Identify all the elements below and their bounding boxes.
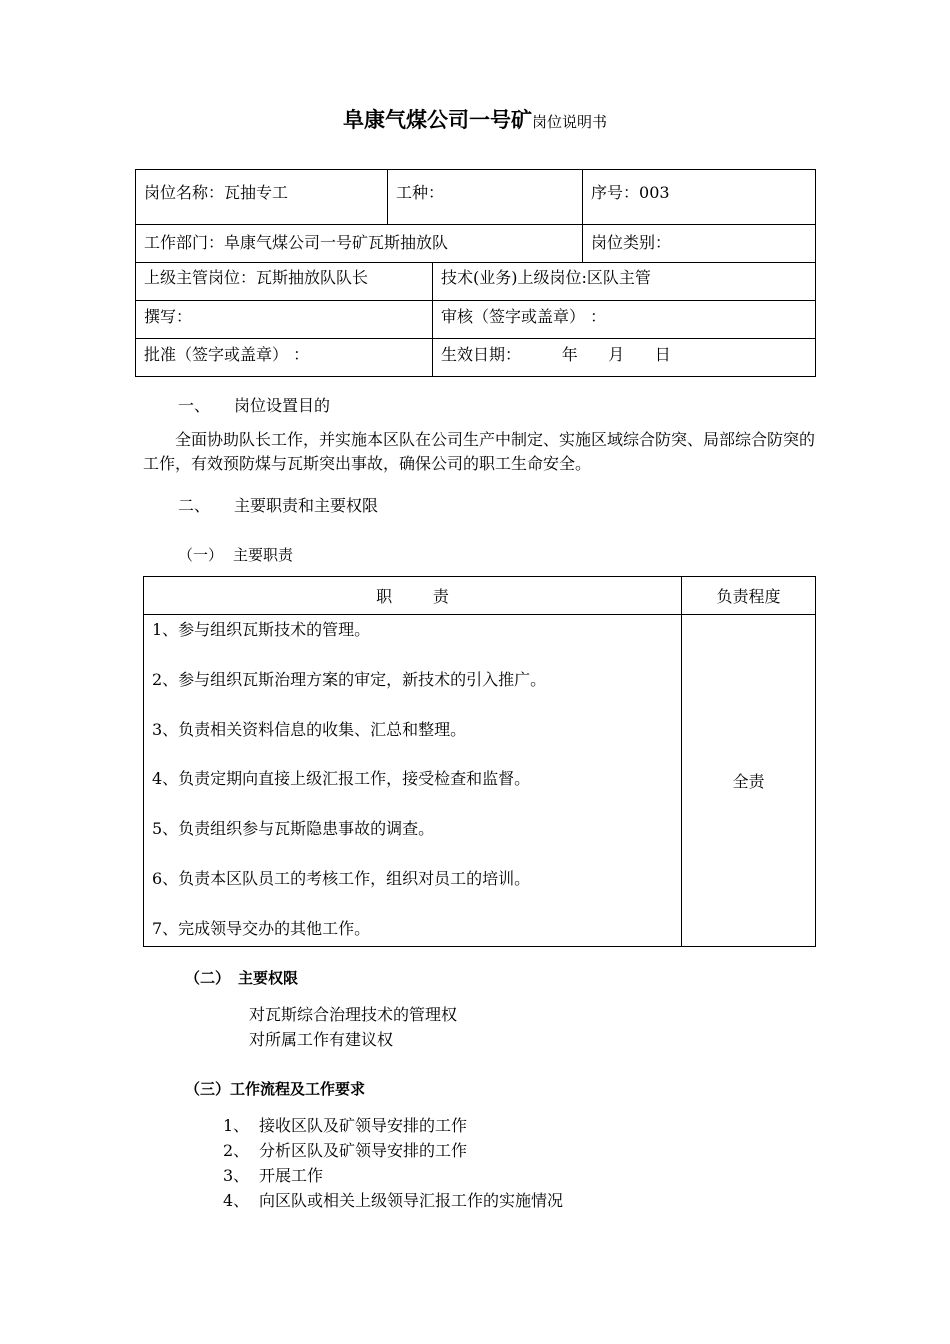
subsection-2-heading	[185, 967, 298, 988]
title-sub: 岗位说明书	[531, 113, 607, 131]
workflow-item	[223, 1163, 563, 1188]
title-main: 阜康气煤公司一号矿	[342, 108, 532, 132]
document-title	[0, 104, 950, 134]
subsection-1-title: 主要职责	[233, 546, 294, 564]
workflow-text: 接收区队及矿领导安排的工作	[259, 1116, 468, 1135]
duty-table	[143, 576, 816, 947]
subsection-1-heading	[178, 544, 293, 565]
rights-item: 对瓦斯综合治理技术的管理权	[249, 1005, 458, 1024]
serial-cell	[583, 170, 816, 225]
section-1-heading	[178, 393, 330, 416]
workflow-number: 2、	[223, 1141, 250, 1160]
workflow-item	[223, 1188, 563, 1213]
section-1-number: 一、	[178, 396, 211, 415]
effective-date: 生效日期： 年 月 日	[441, 345, 671, 364]
section-2-title: 主要职责和主要权限	[234, 496, 379, 515]
section-2-number: 二、	[178, 496, 211, 515]
workflow-text: 分析区队及矿领导安排的工作	[259, 1141, 468, 1160]
tech-superior-post: 技术(业务)上级岗位:区队主管	[441, 268, 651, 287]
section-1-title: 岗位设置目的	[234, 396, 331, 415]
approve: 批准（签字或盖章） ：	[144, 345, 310, 364]
department-cell	[136, 225, 583, 263]
review-cell	[433, 301, 816, 339]
purpose-paragraph: 全面协助队长工作，并实施本区队在公司生产中制定、实施区域综合防突、局部综合防突的工作，有效预防煤与瓦斯突出事故，确保公司的职工生命安全。	[143, 430, 816, 473]
subsection-3-heading: （三）工作流程及工作要求	[185, 1080, 366, 1098]
duty-item: 2、参与组织瓦斯治理方案的审定，新技术的引入推广。	[152, 669, 547, 689]
workflow-text: 向区队或相关上级领导汇报工作的实施情况	[259, 1191, 564, 1210]
author-cell	[136, 301, 433, 339]
duty-item: 3、负责相关资料信息的收集、汇总和整理。	[152, 719, 467, 739]
duty-header	[144, 577, 682, 615]
post-category: 岗位类别：	[591, 233, 672, 252]
duty-item: 6、负责本区队员工的考核工作，组织对员工的培训。	[152, 868, 531, 888]
department: 工作部门：阜康气煤公司一号矿瓦斯抽放队	[144, 233, 449, 252]
duty-item: 5、负责组织参与瓦斯隐患事故的调查。	[152, 819, 435, 839]
section-2-heading	[178, 493, 378, 516]
duty-header-label: 职 责	[376, 587, 449, 606]
work-type: 工种：	[396, 183, 445, 202]
workflow-number: 3、	[223, 1166, 250, 1185]
superior-cell	[136, 263, 433, 301]
responsibility-level-cell	[682, 615, 816, 947]
serial-number: 序号：003	[591, 183, 670, 202]
post-category-cell	[583, 225, 816, 263]
subsection-1-number: （一）	[178, 546, 224, 564]
tech-superior-cell	[433, 263, 816, 301]
subsection-2-title: 主要权限	[238, 969, 299, 987]
superior-post: 上级主管岗位：瓦斯抽放队队长	[144, 268, 369, 287]
duty-list-cell	[144, 615, 682, 947]
post-name: 岗位名称：瓦抽专工	[144, 183, 289, 202]
responsibility-level: 全责	[732, 771, 765, 791]
rights-list	[249, 1002, 457, 1052]
work-type-cell	[388, 170, 583, 225]
responsibility-level-label: 负责程度	[716, 587, 781, 606]
workflow-text: 开展工作	[259, 1166, 324, 1185]
workflow-number: 1、	[223, 1116, 250, 1135]
review: 审核（签字或盖章） ：	[441, 307, 607, 326]
approve-cell	[136, 339, 433, 377]
workflow-item	[223, 1113, 563, 1138]
duty-item: 7、完成领导交办的其他工作。	[152, 918, 371, 938]
author: 撰写：	[144, 307, 193, 326]
workflow-item	[223, 1138, 563, 1163]
duty-list	[144, 615, 681, 946]
duty-item: 4、负责定期向直接上级汇报工作，接受检查和监督。	[152, 769, 531, 789]
rights-item: 对所属工作有建议权	[249, 1030, 394, 1049]
workflow-number: 4、	[223, 1191, 250, 1210]
subsection-2-number: （二）	[185, 969, 231, 987]
effective-date-cell	[433, 339, 816, 377]
duty-item: 1、参与组织瓦斯技术的管理。	[152, 620, 371, 639]
responsibility-level-header	[682, 577, 816, 615]
post-info-table	[135, 169, 816, 377]
workflow-list	[223, 1113, 563, 1213]
post-name-cell	[136, 170, 388, 225]
